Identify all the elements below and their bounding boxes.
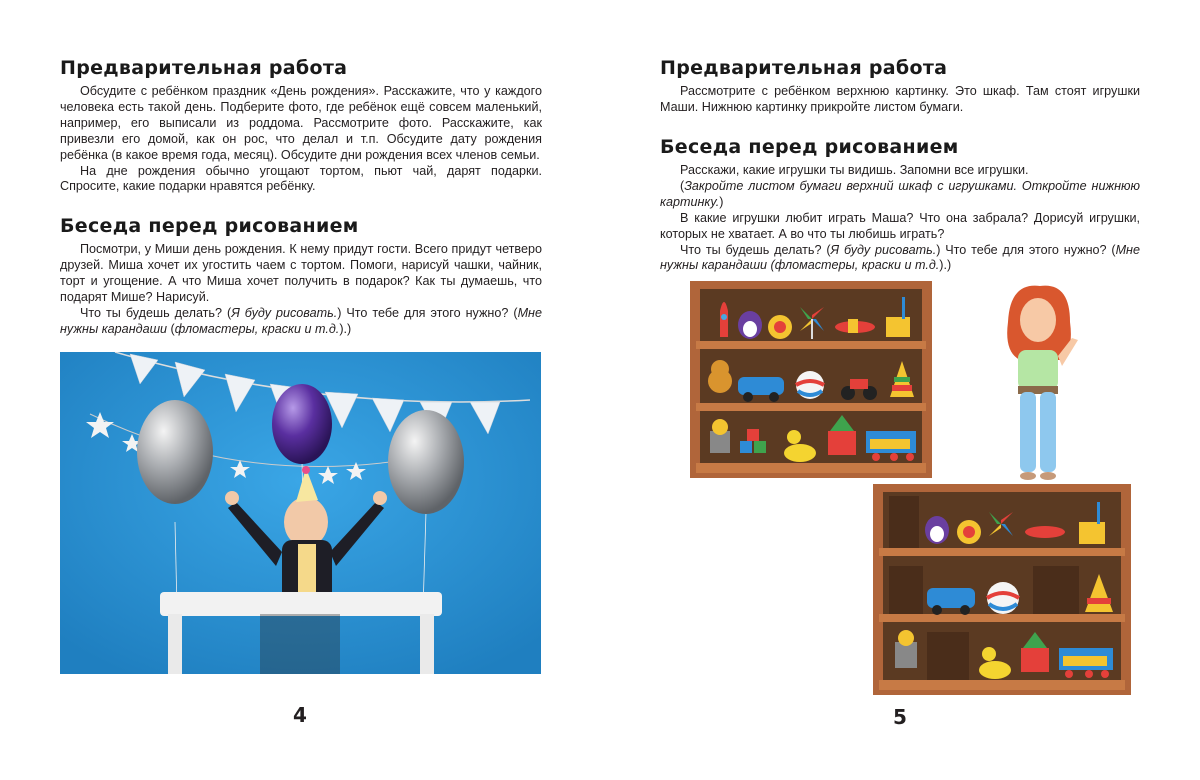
- prep-text: [60, 84, 542, 195]
- talk-paragraph-2: [60, 306, 542, 338]
- prep-paragraph-2: На дне рождения обычно угощают тортом, пьют чай, дарят подарки. Спросите, какие подарки нравятся ребёнку.: [60, 163, 542, 194]
- talk-p4-part: ) Что тебе для этого нужно? (: [936, 242, 1116, 257]
- prep-paragraph-1: Обсудите с ребёнком праздник «День рождения». Расскажите, что у каждого человека есть такой день. Подберите фото, где ребёнок ещё совсем маленький, например, его выписали из роддома. Рассмотрите фото. Расскажите, как привезли его домой, как он рос, что делал и т.п. Обсудите дату рождения ребёнка (в какое время года, месяц). Обсудите дни рождения всех членов семьи.: [60, 84, 542, 162]
- talk-text: [60, 242, 542, 337]
- talk-paragraph-3: В какие игрушки любит играть Маша? Что она забрала? Дорисуй игрушки, которых не хватает. А во что ты любишь играть?: [660, 210, 1140, 241]
- talk-p2-italic: Закройте листом бумаги верхний шкаф с игрушками. Откройте нижнюю картинку.: [660, 178, 1140, 209]
- talk-p4-part: ).): [939, 258, 952, 273]
- prep-text: [660, 84, 1140, 116]
- heading-conversation: Беседа перед рисованием: [660, 136, 959, 158]
- heading-preliminary-work: Предварительная работа: [660, 57, 948, 79]
- page-number-left: 4: [293, 703, 307, 727]
- page-number-right: 5: [893, 705, 907, 729]
- toy-shelf-full: [690, 281, 932, 478]
- talk-paragraph-1: Посмотри, у Миши день рождения. К нему придут гости. Всего придут четверо друзей. Миша хочет их угостить чаем с тортом. Помоги, нарисуй чашки, чайник, торт и угощение. А что Миша хочет получить в подарок? Как ты думаешь, что подарят Мише? Нарисуй.: [60, 242, 542, 304]
- heading-conversation: Беседа перед рисованием: [60, 215, 359, 237]
- talk-paragraph-2: [660, 179, 1140, 211]
- talk-p2-part: (: [680, 178, 685, 193]
- talk-p2-part: Что ты будешь делать? (: [80, 305, 232, 320]
- talk-p2-part: ).): [339, 321, 352, 336]
- talk-p2-part: ) Что тебе для этого нужно? (: [337, 305, 518, 320]
- heading-preliminary-work: Предварительная работа: [60, 57, 348, 79]
- talk-p2-italic: Мне нужны карандаши: [60, 305, 542, 336]
- talk-text: [660, 163, 1140, 274]
- talk-p2-italic: фломастеры, краски и т.д.: [174, 321, 340, 336]
- toy-shelf-missing: [873, 484, 1131, 695]
- prep-paragraph: Рассмотрите с ребёнком верхнюю картинку. Это шкаф. Там стоят игрушки Маши. Нижнюю картинку прикройте листом бумаги.: [660, 84, 1140, 114]
- talk-p2-part: ): [719, 194, 724, 209]
- talk-p2-italic: Я буду рисовать.: [231, 305, 338, 320]
- rocket-toy: [720, 302, 728, 337]
- talk-paragraph-1: Расскажи, какие игрушки ты видишь. Запомни все игрушки.: [680, 163, 1029, 177]
- masha-illustration: [990, 282, 1090, 482]
- talk-paragraph-4: [660, 243, 1140, 275]
- birthday-photo: [60, 352, 541, 674]
- talk-p4-italic: Я буду рисовать.: [830, 242, 937, 257]
- talk-p4-part: Что ты будешь делать? (: [680, 242, 831, 257]
- talk-p4-italic: Мне нужны карандаши (фломастеры, краски и т.д.: [660, 242, 1140, 273]
- talk-p2-part: (: [167, 321, 175, 336]
